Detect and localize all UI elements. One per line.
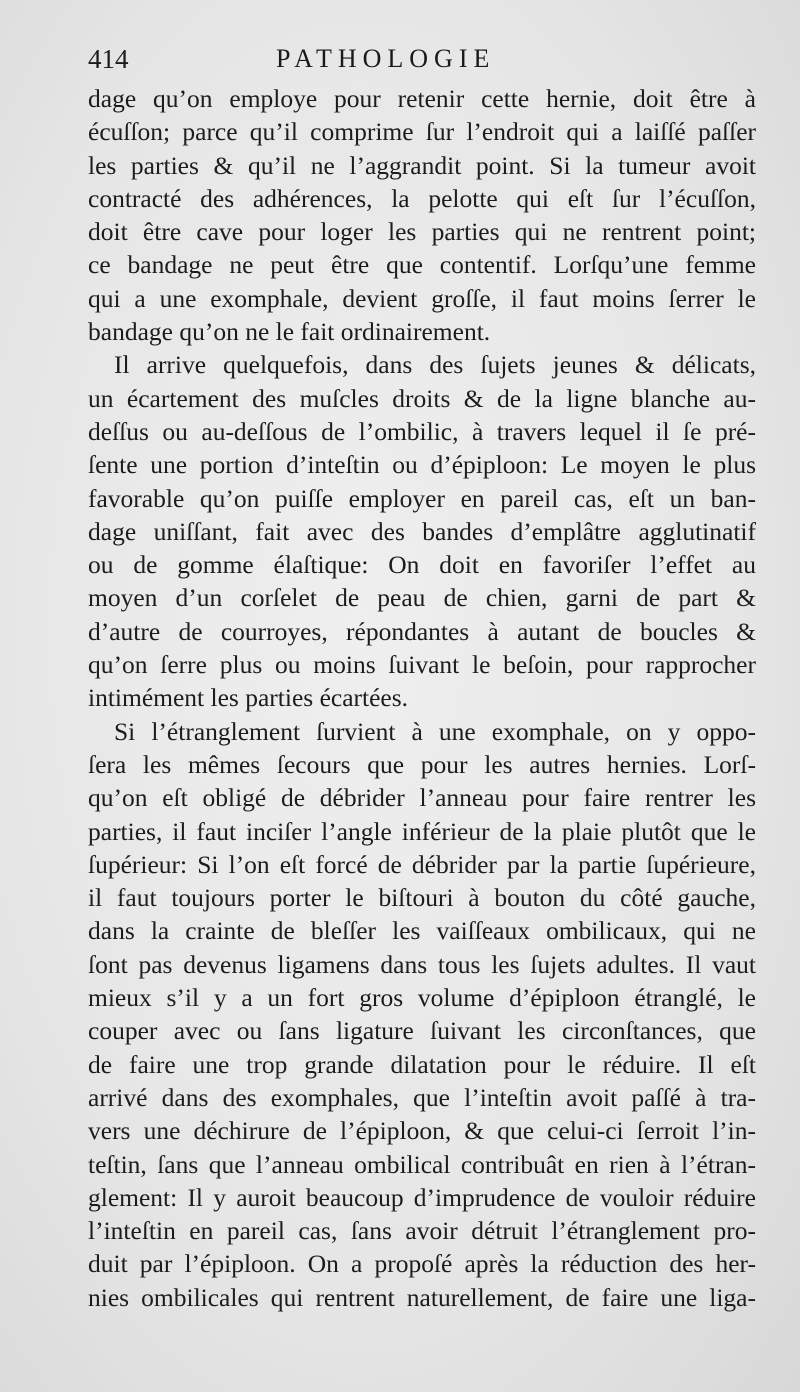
- text-line: ſera les mêmes ſecours que pour les autres hernies. Lorſ-: [88, 749, 756, 779]
- paragraph-1: [88, 82, 756, 348]
- text-line: ou de gomme élaſtique: On doit en favoriſer l’effet au: [88, 550, 756, 580]
- text-line: d’autre de courroyes, répondantes à autant de boucles &: [88, 616, 756, 646]
- text-line: ſente une portion d’inteſtin ou d’épiploon: Le moyen le plus: [88, 450, 756, 480]
- text-line: couper avec ou ſans ligature ſuivant les circonſtances, que: [88, 1016, 756, 1046]
- text-line: bandage qu’on ne le fait ordinairement.: [88, 317, 491, 347]
- text-line: vers une déchirure de l’épiploon, & que celui-ci ſerroit l’in-: [88, 1116, 756, 1146]
- text-line: Il arrive quelquefois, dans des ſujets jeunes & délicats,: [114, 350, 756, 380]
- text-line: un écartement des muſcles droits & de la ligne blanche au-: [88, 383, 756, 413]
- text-line: qu’on eſt obligé de débrider l’anneau pour faire rentrer les: [88, 783, 756, 813]
- text-line: duit par l’épiploon. On a propoſé après la réduction des her-: [88, 1249, 756, 1279]
- text-line: de faire une trop grande dilatation pour le réduire. Il eſt: [88, 1049, 756, 1079]
- text-line: qui a une exomphale, devient groſſe, il faut moins ſerrer le: [88, 283, 756, 313]
- page-header: [88, 44, 778, 80]
- text-line: doit être cave pour loger les parties qui ne rentrent point;: [88, 217, 756, 247]
- text-line: les parties & qu’il ne l’aggrandit point. Si la tumeur avoit: [88, 150, 756, 180]
- text-line: Si l’étranglement ſurvient à une exomphale, on y oppo-: [114, 716, 756, 746]
- text-line: intimément les parties écartées.: [88, 683, 409, 713]
- text-line: glement: Il y auroit beaucoup d’imprudence de vouloir réduire: [88, 1182, 756, 1212]
- text-line: deſſus ou au-deſſous de l’ombilic, à travers lequel il ſe pré-: [88, 416, 756, 446]
- text-line: ce bandage ne peut être que contentif. Lorſqu’une femme: [88, 250, 756, 280]
- paragraph-3: [88, 715, 756, 1314]
- text-line: parties, il faut inciſer l’angle inférieur de la plaie plutôt que le: [88, 816, 756, 846]
- text-line: dage qu’on employe pour retenir cette hernie, doit être à: [88, 84, 756, 113]
- text-line: teſtin, ſans que l’anneau ombilical contribuât en rien à l’étran-: [88, 1149, 756, 1179]
- text-line: ſont pas devenus ligamens dans tous les ſujets adultes. Il vaut: [88, 949, 756, 979]
- page-number: 414: [88, 44, 129, 74]
- text-line: moyen d’un corſelet de peau de chien, garni de part &: [88, 583, 756, 613]
- text-line: dage uniſſant, fait avec des bandes d’emplâtre agglutinatif: [88, 516, 756, 546]
- text-line: l’inteſtin en pareil cas, ſans avoir détruit l’étranglement pro-: [88, 1216, 756, 1246]
- paragraph-2: [88, 348, 756, 714]
- text-line: contracté des adhérences, la pelotte qui eſt ſur l’écuſſon,: [88, 183, 756, 213]
- text-line: dans la crainte de bleſſer les vaiſſeaux ombilicaux, qui ne: [88, 916, 756, 946]
- text-line: il faut toujours porter le biſtouri à bouton du côté gauche,: [88, 883, 756, 913]
- text-line: nies ombilicales qui rentrent naturellement, de faire une liga-: [88, 1282, 756, 1312]
- text-line: écuſſon; parce qu’il comprime ſur l’endroit qui a laiſſé paſſer: [88, 117, 756, 147]
- text-line: mieux s’il y a un fort gros volume d’épiploon étranglé, le: [88, 983, 756, 1013]
- running-title: PATHOLOGIE: [276, 44, 496, 73]
- text-line: qu’on ſerre plus ou moins ſuivant le beſoin, pour rapprocher: [88, 650, 756, 680]
- text-line: favorable qu’on puiſſe employer en pareil cas, eſt un ban-: [88, 483, 756, 513]
- text-line: ſupérieur: Si l’on eſt forcé de débrider par la partie ſupérieure,: [88, 849, 756, 879]
- text-line: arrivé dans des exomphales, que l’inteſtin avoit paſſé à tra-: [88, 1082, 756, 1112]
- body-text: [88, 82, 756, 1314]
